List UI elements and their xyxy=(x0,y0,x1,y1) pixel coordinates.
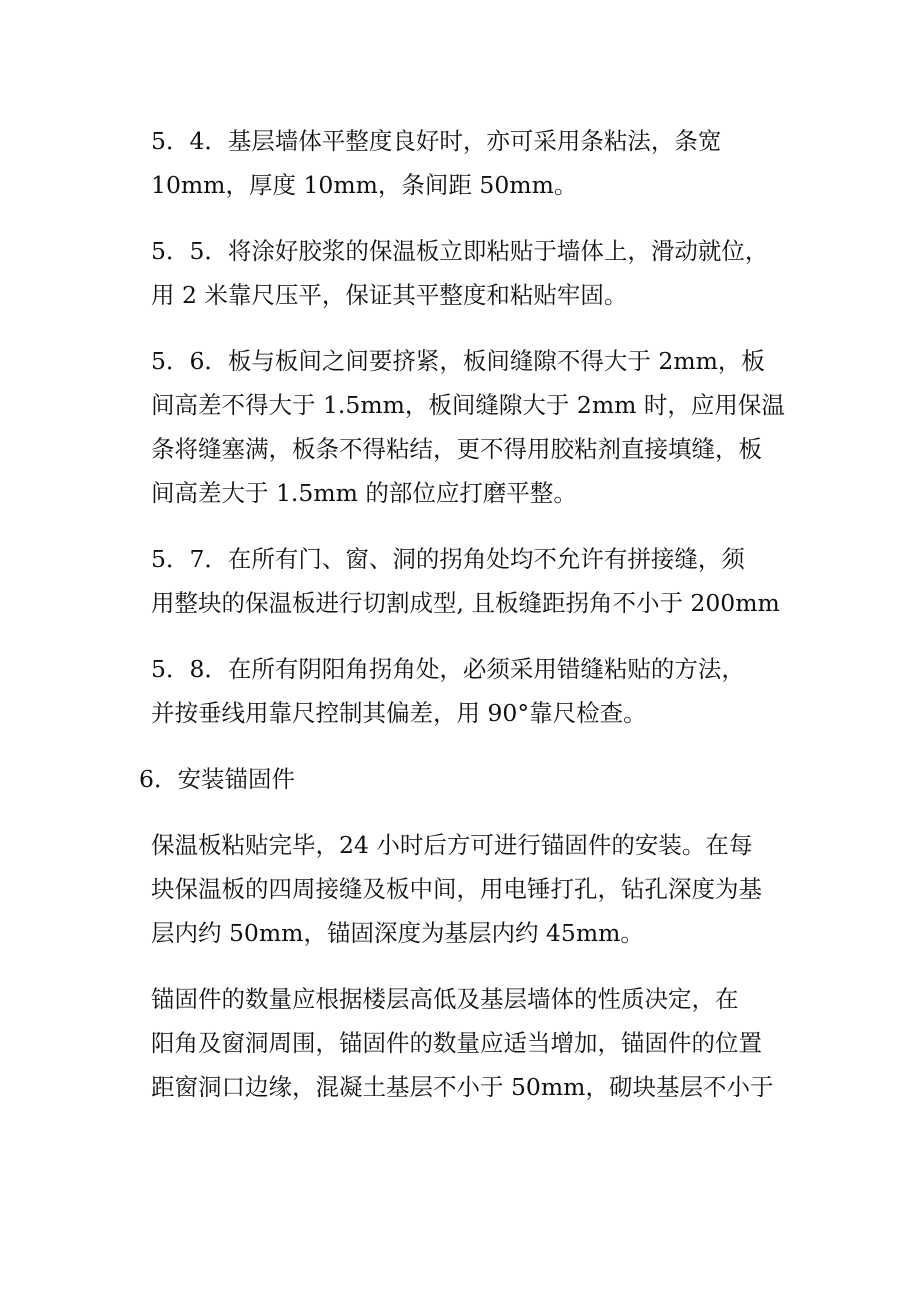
text-line: 并按垂线用靠尺控制其偏差，用 90°靠尺检查。 xyxy=(151,699,647,727)
paragraph-5-4 xyxy=(139,119,789,207)
paragraph-anchor-quantity xyxy=(139,977,789,1109)
text-line: 距窗洞口边缘，混凝土基层不小于 50mm，砌块基层不小于 xyxy=(151,1073,774,1101)
paragraph-5-5 xyxy=(139,229,789,317)
text-line: 10mm，厚度 10mm，条间距 50mm。 xyxy=(151,171,578,199)
text-line: 间高差大于 1.5mm 的部位应打磨平整。 xyxy=(151,479,577,507)
paragraph-5-7 xyxy=(139,537,789,625)
text-line: 5．8．在所有阴阳角拐角处，必须采用错缝粘贴的方法， xyxy=(151,655,745,683)
text-line: 阳角及窗洞周围，锚固件的数量应适当增加，锚固件的位置 xyxy=(151,1029,762,1057)
text-line: 间高差不得大于 1.5mm，板间缝隙大于 2mm 时，应用保温 xyxy=(151,391,785,419)
text-line: 5．6．板与板间之间要挤紧，板间缝隙不得大于 2mm，板 xyxy=(151,347,765,375)
text-line: 5．4．基层墙体平整度良好时，亦可采用条粘法，条宽 xyxy=(151,127,722,155)
text-line: 条将缝塞满，板条不得粘结，更不得用胶粘剂直接填缝，板 xyxy=(151,435,762,463)
section-heading-anchor-install xyxy=(139,757,789,801)
text-line: 锚固件的数量应根据楼层高低及基层墙体的性质决定，在 xyxy=(151,985,739,1013)
text-line: 用 2 米靠尺压平，保证其平整度和粘贴牢固。 xyxy=(151,281,628,309)
text-line: 块保温板的四周接缝及板中间，用电锤打孔，钻孔深度为基 xyxy=(151,875,762,903)
text-line: 层内约 50mm，锚固深度为基层内约 45mm。 xyxy=(151,919,644,947)
document-body xyxy=(139,119,789,1131)
text-line: 用整块的保温板进行切割成型, 且板缝距拐角不小于 200mm xyxy=(151,589,780,617)
heading-text: 6．安装锚固件 xyxy=(139,765,295,793)
paragraph-anchor-timing xyxy=(139,823,789,955)
text-line: 5．7．在所有门、窗、洞的拐角处均不允许有拼接缝，须 xyxy=(151,545,745,573)
paragraph-5-6 xyxy=(139,339,789,515)
text-line: 5．5．将涂好胶浆的保温板立即粘贴于墙体上，滑动就位， xyxy=(151,237,769,265)
paragraph-5-8 xyxy=(139,647,789,735)
text-line: 保温板粘贴完毕，24 小时后方可进行锚固件的安装。在每 xyxy=(151,831,753,859)
